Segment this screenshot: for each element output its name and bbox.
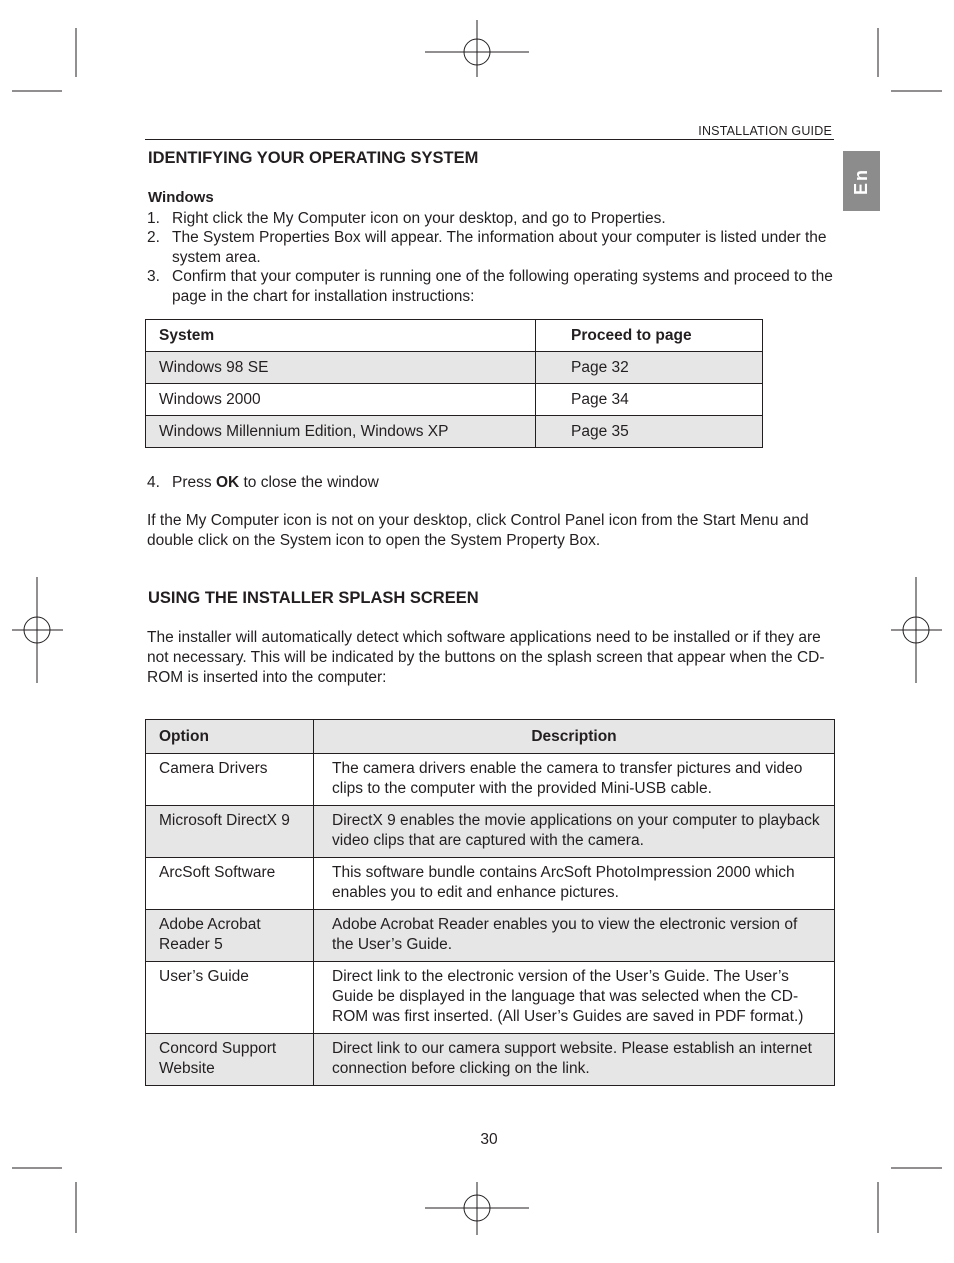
table-header-cell: Description <box>314 720 835 754</box>
language-tab <box>843 151 880 211</box>
table-cell: Direct link to our camera support website. Please establish an internet connection before clicking on the link. <box>314 1034 835 1086</box>
list-text <box>147 473 837 493</box>
table-cell: Page 32 <box>536 352 763 384</box>
table-cell: Windows 98 SE <box>146 352 536 384</box>
table-cell: This software bundle contains ArcSoft PhotoImpression 2000 which enables you to edit and enhance pictures. <box>314 858 835 910</box>
list-number: 3. <box>147 268 160 285</box>
table-cell: User’s Guide <box>146 962 314 1034</box>
table-cell: The camera drivers enable the camera to transfer pictures and video clips to the computer with the provided Mini-USB cable. <box>314 754 835 806</box>
registration-mark-left <box>12 577 63 683</box>
table-cell: Windows 2000 <box>146 384 536 416</box>
list-number: 4. <box>147 474 160 491</box>
list-item <box>147 228 837 267</box>
list-item <box>147 267 837 306</box>
section-title-identify-os: IDENTIFYING YOUR OPERATING SYSTEM <box>148 149 479 167</box>
intro-paragraph: The installer will automatically detect which software applications need to be installed or if they are not necessary. This will be indicated by the buttons on the splash screen that appear when the CD-ROM is inserted into the computer: <box>147 629 825 686</box>
registration-mark-bottom <box>425 1182 529 1235</box>
table-row <box>146 858 835 910</box>
table-cell: Direct link to the electronic version of the User’s Guide. The User’s Guide be displayed in the language that was selected when the CD-ROM was first inserted. (All User’s Guides are saved in PDF format.) <box>314 962 835 1034</box>
options-table <box>145 719 835 1086</box>
registration-mark-top <box>425 20 529 77</box>
note-paragraph: If the My Computer icon is not on your desktop, click Control Panel icon from the Start Menu and double click on the System icon to open the System Property Box. <box>147 512 809 549</box>
table-cell: Microsoft DirectX 9 <box>146 806 314 858</box>
table-row <box>146 754 835 806</box>
table-cell: DirectX 9 enables the movie applications on your computer to playback video clips that are captured with the camera. <box>314 806 835 858</box>
table-cell: Camera Drivers <box>146 754 314 806</box>
table-cell: Adobe Acrobat Reader 5 <box>146 910 314 962</box>
table-header-row <box>146 720 835 754</box>
section-title-splash-screen: USING THE INSTALLER SPLASH SCREEN <box>148 589 479 607</box>
registration-mark-right <box>891 577 942 683</box>
list-number: 1. <box>147 210 160 227</box>
table-header-cell: System <box>146 320 536 352</box>
table-row <box>146 962 835 1034</box>
table-cell: Concord Support Website <box>146 1034 314 1086</box>
table-header-row <box>146 320 763 352</box>
list-item <box>147 209 837 229</box>
table-row <box>146 910 835 962</box>
table-cell: Page 34 <box>536 384 763 416</box>
table-row <box>146 806 835 858</box>
list-text: The System Properties Box will appear. The information about your computer is listed under the system area. <box>172 229 827 266</box>
list-item <box>147 473 837 493</box>
table-row <box>146 384 763 416</box>
step4-bold: OK <box>215 474 240 491</box>
table-cell: Page 35 <box>536 416 763 448</box>
step4-post: to close the window <box>239 474 379 491</box>
table-cell: Windows Millennium Edition, Windows XP <box>146 416 536 448</box>
list-text: Right click the My Computer icon on your desktop, and go to Properties. <box>172 210 666 227</box>
table-cell: Adobe Acrobat Reader enables you to view the electronic version of the User’s Guide. <box>314 910 835 962</box>
list-number: 2. <box>147 229 160 246</box>
step4-pre: Press <box>172 474 216 491</box>
table-header-cell: Proceed to page <box>536 320 763 352</box>
table-row <box>146 1034 835 1086</box>
os-table <box>145 319 763 448</box>
page-number: 30 <box>480 1131 498 1148</box>
running-header: INSTALLATION GUIDE <box>698 124 832 138</box>
table-row <box>146 352 763 384</box>
list-text: Confirm that your computer is running one of the following operating systems and proceed to the page in the chart for installation instructions: <box>172 268 833 305</box>
subhead-windows: Windows <box>148 189 214 206</box>
language-tab-label: En <box>850 167 871 195</box>
header-rule <box>145 139 834 140</box>
table-header-cell: Option <box>146 720 314 754</box>
table-cell: ArcSoft Software <box>146 858 314 910</box>
table-row <box>146 416 763 448</box>
